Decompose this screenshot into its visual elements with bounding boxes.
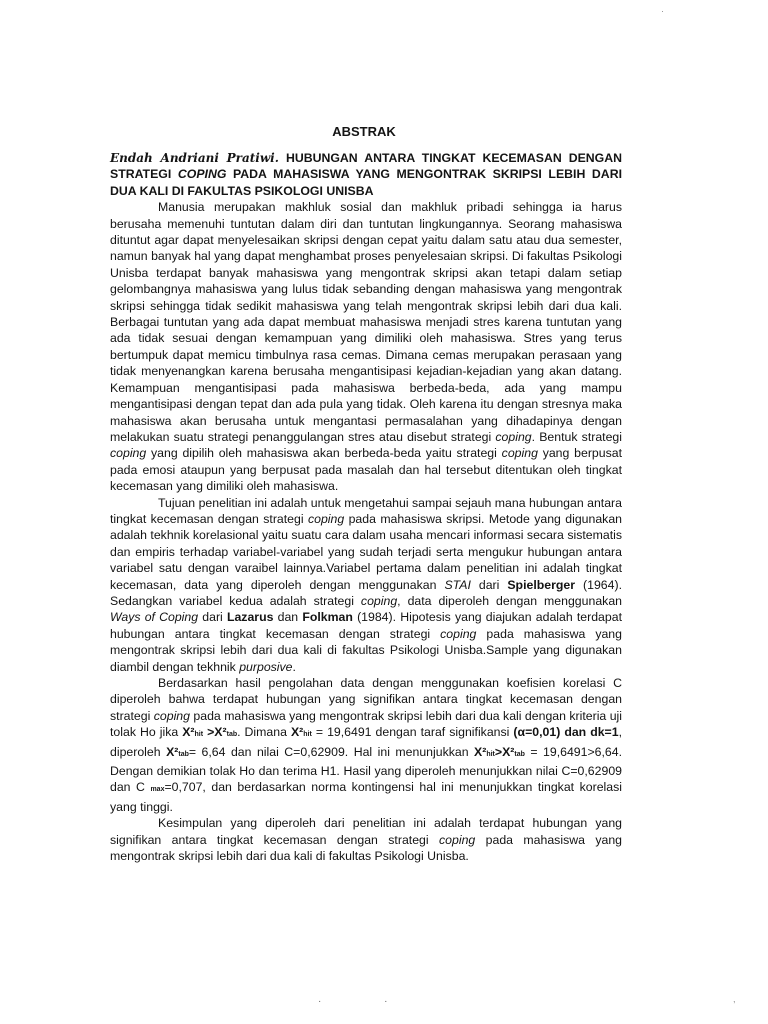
text-run: STAI (444, 577, 471, 592)
text-run: . (292, 659, 296, 674)
text-run: coping (360, 593, 398, 608)
text-run: hit (486, 750, 495, 758)
text-run: coping (153, 708, 190, 723)
author-name: Endah Andriani Pratiwi. (110, 151, 279, 165)
text-run: coping (110, 446, 147, 461)
text-run: pada mahasiswa yang mengontrak skripsi lebih dari dua kali di fakultas Psikologi Unisba. (110, 832, 622, 864)
text-run: . Dimana (237, 725, 291, 740)
text-run: , data diperoleh dengan menggunakan (397, 593, 622, 608)
paragraph-background (110, 199, 622, 494)
abstract-heading: ABSTRAK (332, 124, 396, 139)
text-run: Berdasarkan hasil pengolahan data dengan menggunakan koefisien korelasi C diperoleh bahwa terdapat hubungan yang signifikan antara tingkat kecemasan dengan strategi (110, 676, 622, 723)
text-run: = 6,64 dan nilai C=0,62909. Hal ini menunjukkan (188, 744, 475, 759)
scan-speck: , (733, 994, 736, 1004)
paragraph-method (110, 495, 622, 675)
text-run: tab (178, 750, 189, 758)
text-run: Folkman (302, 610, 353, 625)
text-run: >X² (203, 725, 227, 740)
text-run: Lazarus (226, 610, 274, 625)
text-run: >X² (494, 744, 515, 759)
text-run: Manusia merupakan makhluk sosial dan makhluk pribadi sehingga ia harus berusaha memenuhi tuntutan dalam diri dan tuntutan lingkungannya. Seorang mahasiswa dituntut agar dapat menyelesaikan skripsi dengan cepat yaitu dalam satu atau dua semester, namun banyak hal yang dapat menghambat proses penyelesaian skripsi. Di fakultas Psikologi Unisba terdapat banyak mahasiswa yang mengontrak skripsi akan tetapi dalam setiap gelombangnya mahasiswa yang lulus tidak sebanding dengan mahasiswa yang mengontrak skripsi sehingga tidak sedikit mahasiswa yang telah mengontrak skripsi lebih dari dua kali. Berbagai tuntutan yang ada dapat membuat mahasiswa menjadi stres karena tuntutan yang ada tidak sesuai dengan kemampuan yang dimiliki oleh mahasiswa. Stres yang terus bertumpuk dapat memicu timbulnya rasa cemas. Dimana cemas merupakan perasaan yang tidak menyenangkan karena berusaha mengantisipasi kejadian-kejadian yang akan datang. Kemampuan mengantisipasi pada mahasiswa berbeda-beda, ada yang mampu mengantisipasi dengan tepat dan ada pula yang tidak. Oleh karena itu dengan stresnya maka mahasiswa akan berusaha untuk mengantasi permasalahan yang dihadapinya dengan melakukan suatu strategi penanggulangan stres atau disebut strategi (110, 200, 622, 444)
text-run: pada mahasiswa yang mengontrak skripsi lebih dari dua kali dengan kriteria uji tolak Ho jika (110, 708, 622, 740)
text-run: X² (182, 725, 195, 740)
text-run: purposive (239, 659, 293, 674)
text-run: pada mahasiswa yang mengontrak skripsi lebih dari dua kali di fakultas Psikologi Unisba.Sample yang digunakan diambil dengan tekhnik (110, 626, 622, 674)
text-run: , diperoleh (110, 725, 622, 759)
text-run: Spielberger (507, 577, 576, 592)
text-run: (α=0,01) dan dk=1 (513, 725, 619, 740)
text-run: = 19,6491>6,64. Dengan demikian tolak Ho dan terima H1. Hasil yang diperoleh menunjukkan nilai C=0,62909 dan C (110, 744, 622, 795)
text-run: tab (226, 731, 238, 739)
text-run: coping (440, 626, 477, 641)
text-run: = 19,6491 dengan taraf signifikansi (311, 725, 514, 740)
text-run: . Bentuk strategi (531, 429, 622, 444)
text-run: dan (273, 610, 303, 625)
text-run: tab (514, 750, 525, 758)
title-block (110, 150, 622, 199)
text-run: (1984). Hipotesis yang diajukan adalah terdapat hubungan antara tingkat kecemasan dengan strategi (110, 610, 622, 641)
text-run: coping (307, 511, 345, 526)
paragraph-conclusion (110, 815, 622, 864)
paragraph-results (110, 675, 622, 815)
text-run: coping (501, 446, 538, 461)
text-run: yang berpusat pada emosi ataupun yang berpusat pada masalah dan hal tersebut ditentukan oleh tingkat kecemasan yang dimiliki oleh mahasiswa. (110, 446, 622, 494)
thesis-title-part: COPING (177, 167, 227, 182)
text-run: Ways of Coping (110, 610, 199, 625)
text-run: X² (166, 744, 179, 759)
thesis-title-part: HUBUNGAN ANTARA TINGKAT KECEMASAN DENGAN STRATEGI (110, 151, 622, 182)
text-run: hit (303, 731, 312, 739)
text-run: X² (290, 725, 304, 740)
scan-speck: · (661, 6, 664, 16)
text-run: Tujuan penelitian ini adalah untuk mengetahui sampai sejauh mana hubungan antara tingkat kecemasan dengan strategi (110, 495, 622, 526)
thesis-title-part: PADA MAHASISWA YANG MENGONTRAK SKRIPSI LEBIH DARI DUA KALI DI FAKULTAS PSIKOLOGI UNISBA (110, 167, 622, 198)
text-run: dari (198, 610, 227, 625)
text-run: (1964). Sedangkan variabel kedua adalah strategi (110, 577, 622, 608)
text-run: coping (495, 429, 532, 444)
text-run: pada mahasiswa skripsi. Metode yang digunakan adalah tekhnik korelasional yaitu suatu cara dalam usaha mencari informasi secara sistematis dan empiris terhadap variabel-variabel yang sudah terjadi serta mengukur hubungan antara variabel satu dengan varaibel lainnya.Variabel pertama dalam penelitian ini adalah tingkat kecemasan, data yang diperoleh dengan menggunakan (110, 511, 623, 592)
text-run: coping (439, 832, 476, 847)
text-run: =0,707, dan berdasarkan norma kontingensi hal ini menunjukkan tingkat korelasi yang tinggi. (110, 780, 622, 814)
text-run: dari (470, 577, 508, 592)
text-run: yang dipilih oleh mahasiswa akan berbeda-beda yaitu strategi (146, 446, 502, 461)
text-run: Kesimpulan yang diperoleh dari penelitian ini adalah terdapat hubungan yang signifikan antara tingkat kecemasan dengan strategi (110, 816, 622, 847)
abstract-body (110, 150, 622, 864)
text-run: hit (194, 731, 204, 739)
text-run: max (150, 786, 165, 794)
scan-specks: · · (318, 996, 418, 1007)
text-run: X² (474, 744, 487, 759)
